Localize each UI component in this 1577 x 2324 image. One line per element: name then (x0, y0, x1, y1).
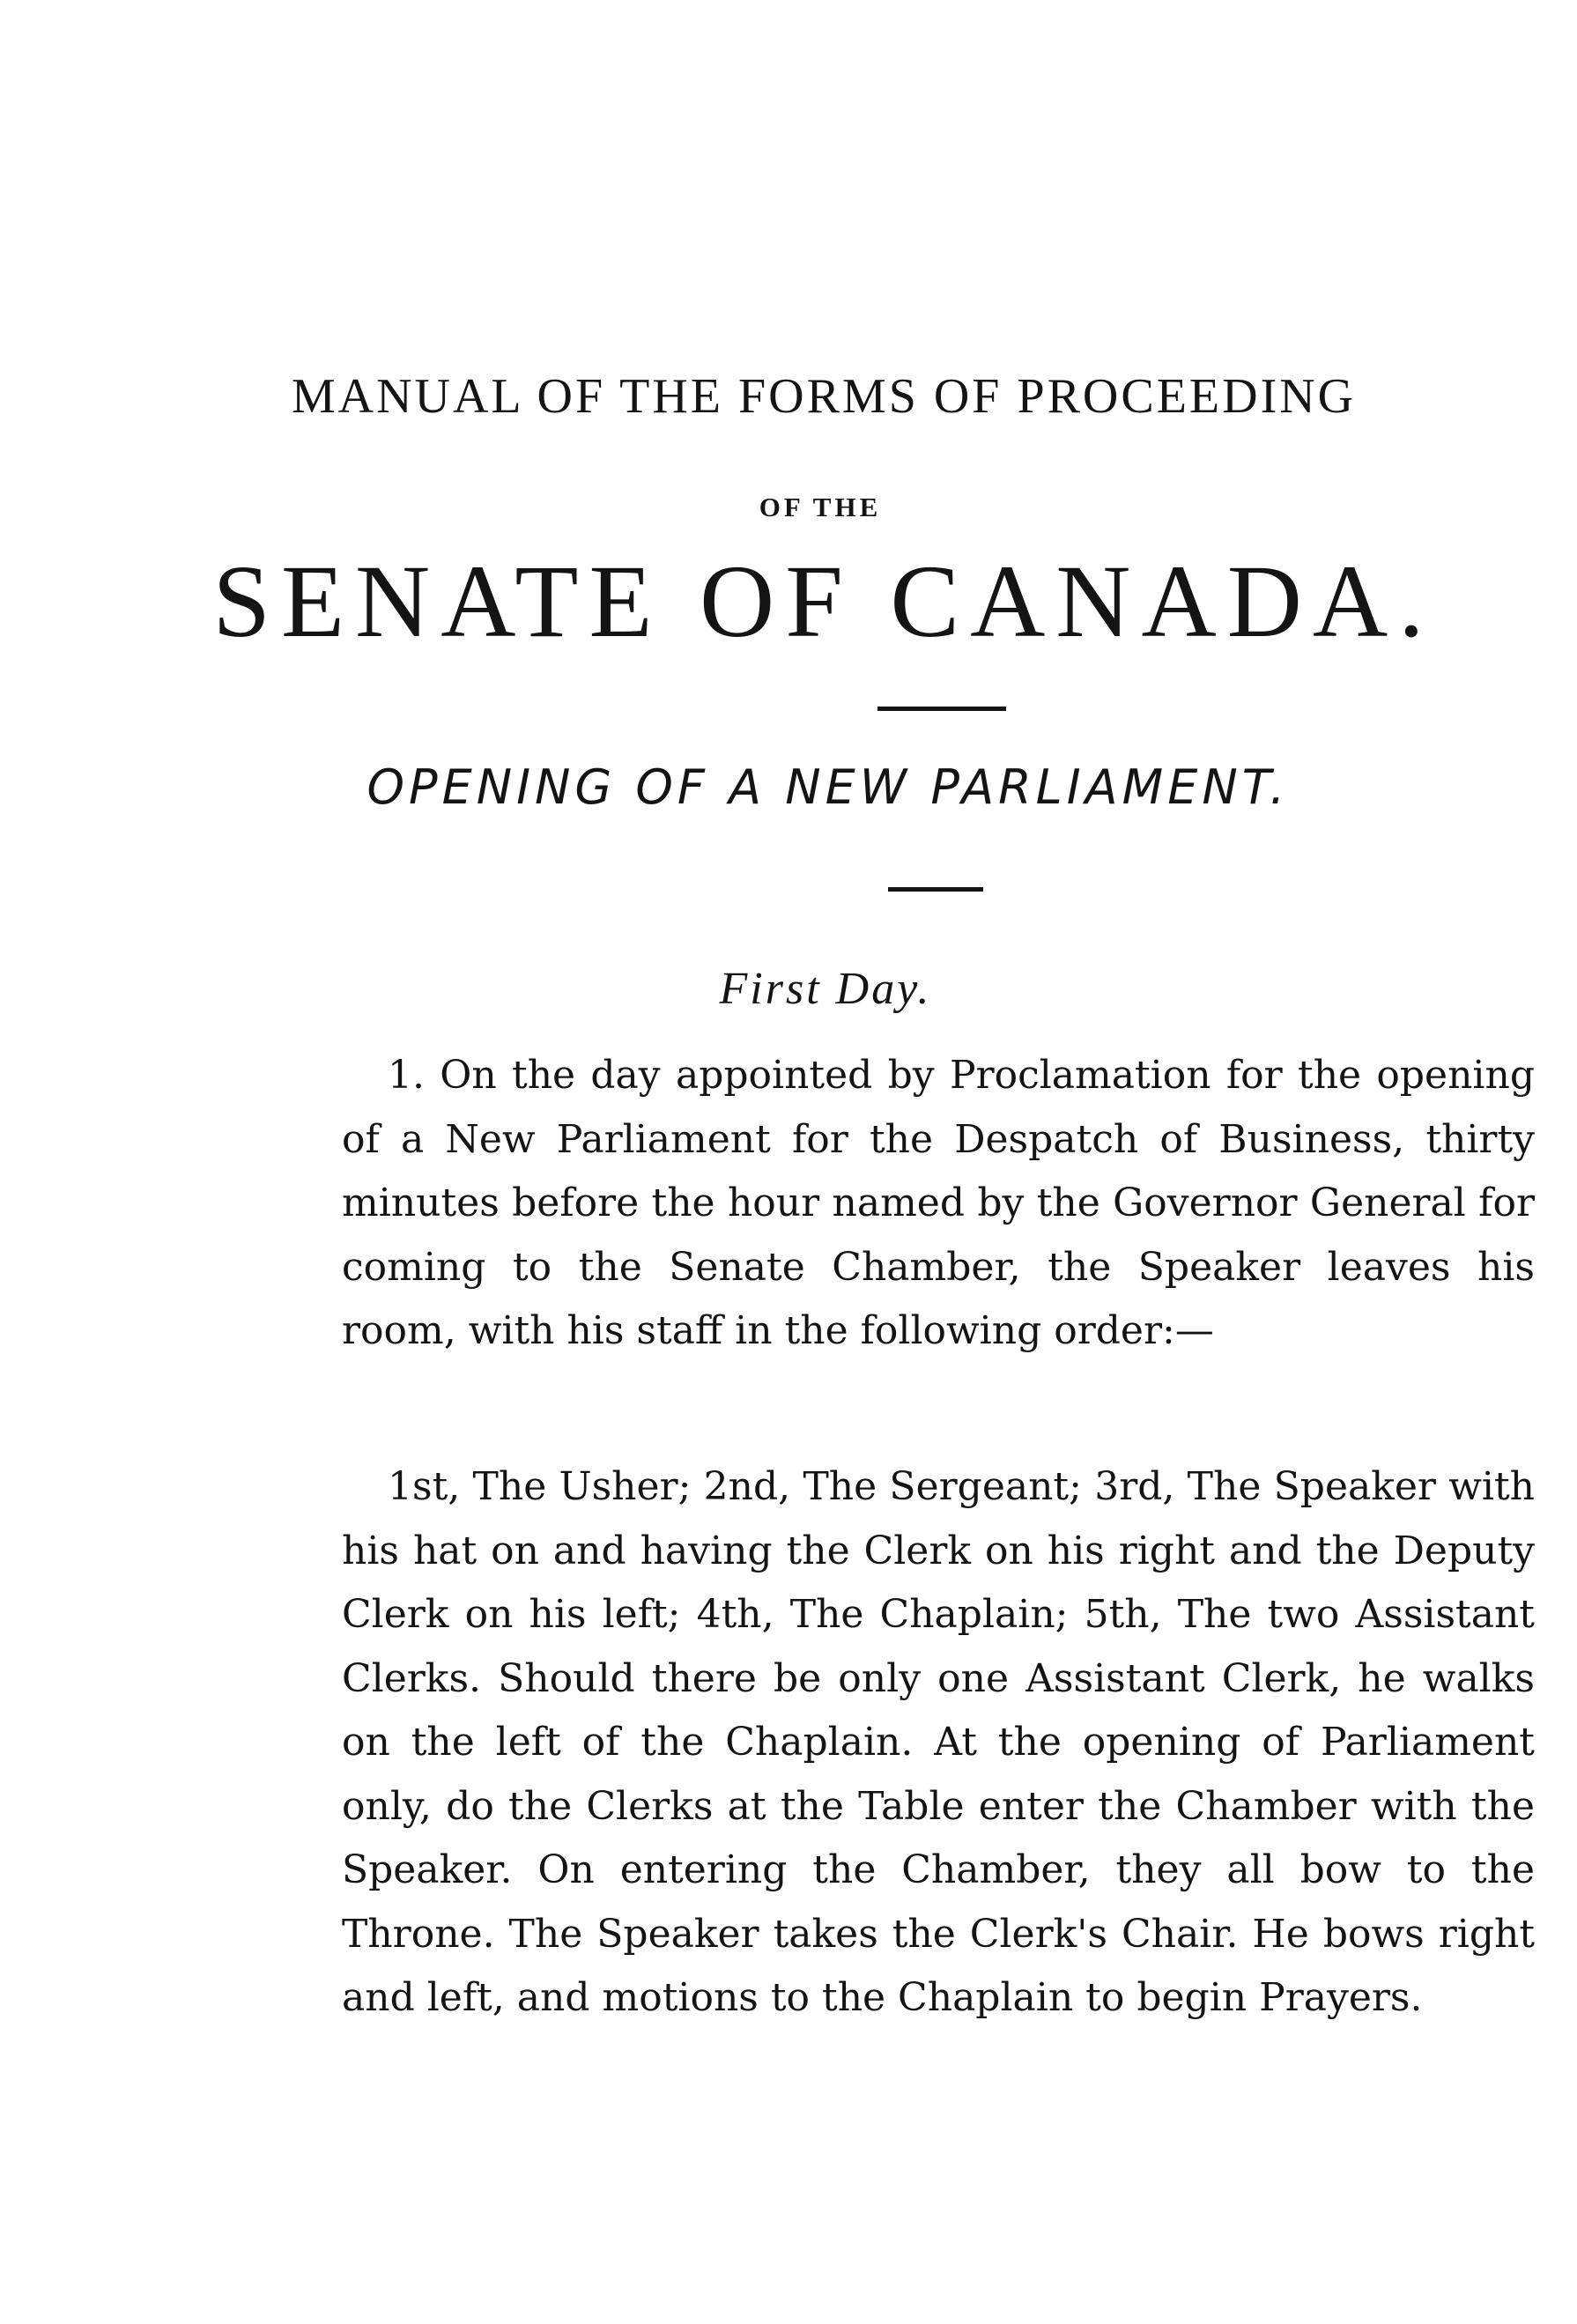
paragraph: 1. On the day appointed by Proclamation for the opening of a New Parliament for the Despatch of Business, thirty minutes before the hour named by the Governor General for coming to the Senate Chamber, the Speaker leaves his room, with his staff in the following order:— (342, 1053, 1535, 1353)
divider-rule (877, 707, 1006, 711)
senate-title: SENATE OF CANADA. (212, 544, 1435, 659)
divider-rule (888, 887, 983, 892)
section-title: OPENING OF A NEW PARLIAMENT. (366, 759, 1290, 815)
manual-title: MANUAL OF THE FORMS OF PROCEEDING (291, 369, 1357, 424)
paragraph: 1st, The Usher; 2nd, The Sergeant; 3rd, The Speaker with his hat on and having the Clerk on his right and the Deputy Clerk on his left; 4th, The Chaplain; 5th, The two Assistant Clerks. Should there be only one Assistant Clerk, he walks on the left of the Chaplain. At the opening of Parliament only, do the Clerks at the Table enter the Chamber with the Speaker. On entering the Chamber, they all bow to the Throne. The Speaker takes the Clerk's Chair. He bows right and left, and motions to the Chaplain to begin Prayers. (342, 1464, 1535, 2020)
of-the-line: OF THE (759, 492, 882, 522)
day-heading: First Day. (719, 964, 932, 1014)
